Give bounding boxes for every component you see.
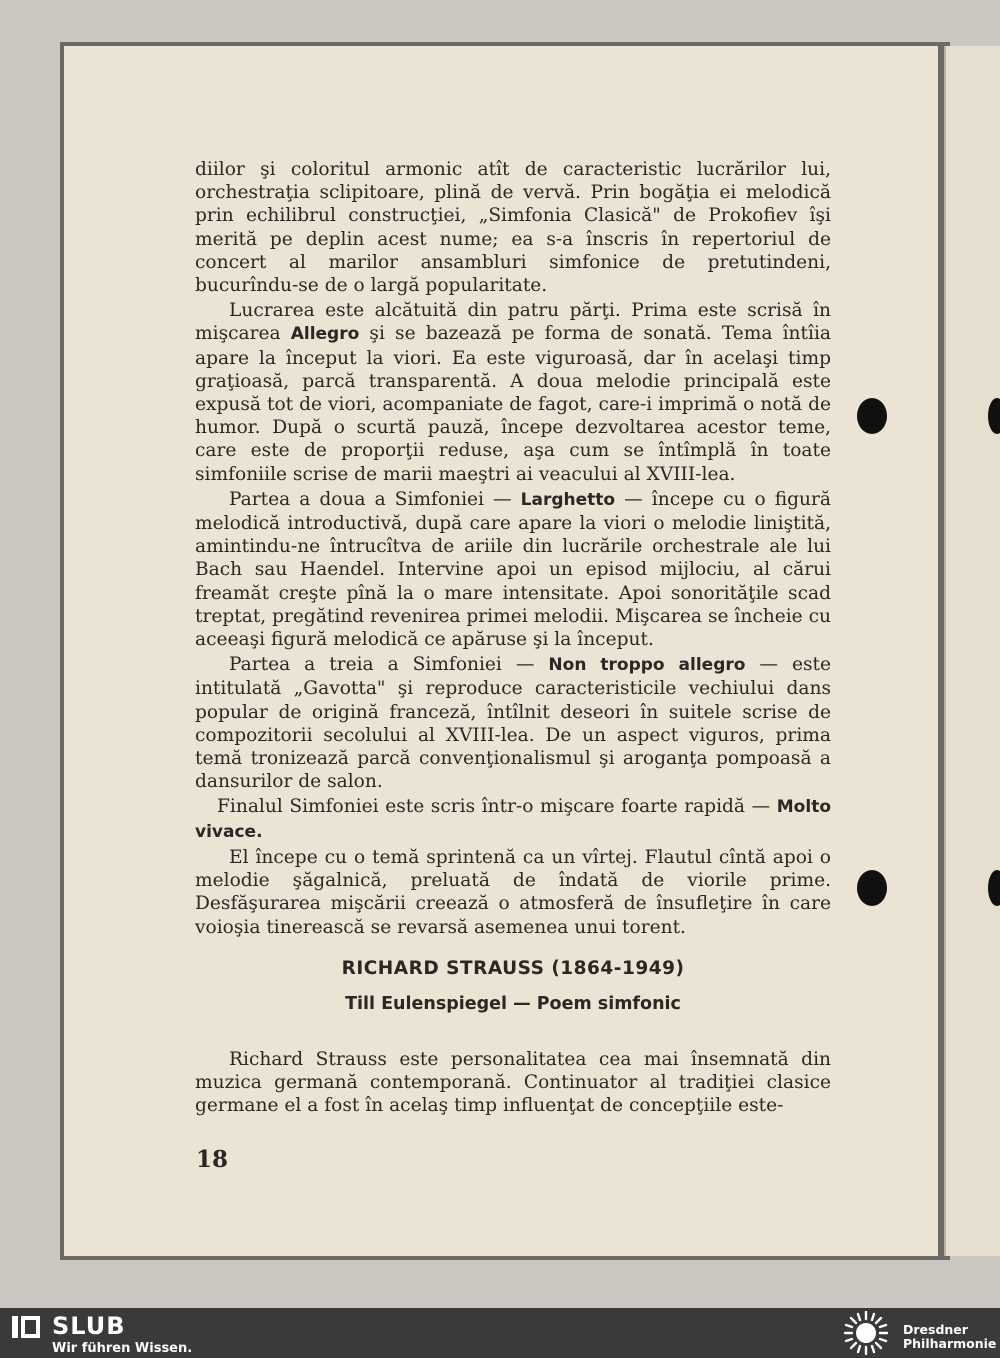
body-text-top <box>195 158 831 939</box>
paragraph-text: Lucrarea este alcătuită din patru părţi. Prima este scrisă în mişcarea <box>195 300 831 345</box>
paragraph <box>195 299 831 486</box>
tempo-marking: Allegro <box>290 324 360 345</box>
library-tagline: Wir führen Wissen. <box>52 1341 193 1356</box>
paragraph <box>195 488 831 651</box>
dresdner-philharmonie-sun-icon[interactable] <box>842 1311 890 1355</box>
paragraph: El începe cu o temă sprintenă ca un vîrtej. Flautul cîntă apoi o melodie şăgalnică, preluată de îndată de viorile prime. Desfăşurarea mişcării creează o atmosferă de însufleţire în care voioşia tinerească se revarsă asemenea unui torent. <box>195 846 831 938</box>
tempo-marking: Molto vivace. <box>195 797 831 842</box>
body-text-bottom <box>195 1048 831 1118</box>
paragraph-text: şi se bazează pe forma de sonată. Tema întîia apare la început la viori. Ea este viguroasă, dar în acelaşi timp graţioasă, parcă transparentă. A doua melodie principală este expusă tot de viori, acompaniate de fagot, care-i imprimă o notă de humor. După o scurtă pauză, începe dezvoltarea acestor teme, care este de proporţii reduse, aşa cum se întîmplă în toate simfoniile scrise de marii maeştri ai veacului al XVIII-lea. <box>195 323 831 485</box>
paragraph <box>195 653 831 793</box>
footer-bar <box>0 1308 1000 1358</box>
paragraph-text: Finalul Simfoniei este scris într-o mişcare foarte rapidă — <box>217 796 777 818</box>
punch-hole <box>988 870 1000 906</box>
paragraph <box>195 795 831 843</box>
paragraph-text: — începe cu o figură melodică introductivă, după care apare la viori o melodie liniştită, amintindu-ne întrucîtva de ariile din lucrările orchestrale ale lui Bach sau Haendel. Intervine apoi un episod mijlociu, al cărui freamăt creşte pînă la o mare intensitate. Apoi sonorităţile scad treptat, pregătind revenirea primei melodii. Mişcarea se încheie cu aceeaşi figură melodică ce apăruse şi la început. <box>195 488 831 651</box>
library-name[interactable]: SLUB <box>52 1312 126 1340</box>
punch-hole <box>857 870 887 906</box>
paragraph-text: Partea a doua a Simfoniei — <box>229 488 521 510</box>
section-title: RICHARD STRAUSS (1864-1949) <box>341 958 685 979</box>
tempo-marking: Larghetto <box>520 489 616 510</box>
punch-hole <box>988 398 1000 434</box>
paragraph: Richard Strauss este personalitatea cea mai însemnată din muzica germană contemporană. Continuator al tradiţiei clasice germane el a fost în acelaş timp influenţat de concepţiile este- <box>195 1049 831 1117</box>
punch-hole <box>857 398 887 434</box>
slub-logo-icon[interactable] <box>12 1316 40 1338</box>
tempo-marking: Non troppo allegro <box>548 655 746 676</box>
page-number: 18 <box>196 1146 229 1173</box>
paragraph-text: — este intitulată „Gavotta" şi reproduce caracteristicile vechiului dans popular de origină franceză, întîlnit deseori în suitele scrise de compozitorii secolului al XVIII-lea. De un aspect viguros, prima temă tronizează parcă convenţionalismul şi aroganţa pompoasă a dansurilor de salon. <box>195 654 831 793</box>
partner-name-line1: Dresdner <box>903 1322 968 1337</box>
adjacent-page-edge <box>944 46 1000 1256</box>
section-subtitle: Till Eulenspiegel — Poem simfonic <box>345 994 681 1014</box>
paragraph-text: Partea a treia a Simfoniei — <box>229 654 549 676</box>
partner-name-line2: Philharmonie <box>903 1336 997 1351</box>
paragraph: diilor şi coloritul armonic atît de caracteristic lucrărilor lui, orchestraţia sclipitoare, plină de vervă. Prin bogăţia ei melodică prin echilibrul construcţiei, „Simfonia Clasică" de Prokofiev îşi merită pe deplin acest nume; ea s-a înscris în repertoriul de concert al marilor ansambluri simfonice de pretutindeni, bucurîndu-se de o largă popularitate. <box>195 159 831 297</box>
